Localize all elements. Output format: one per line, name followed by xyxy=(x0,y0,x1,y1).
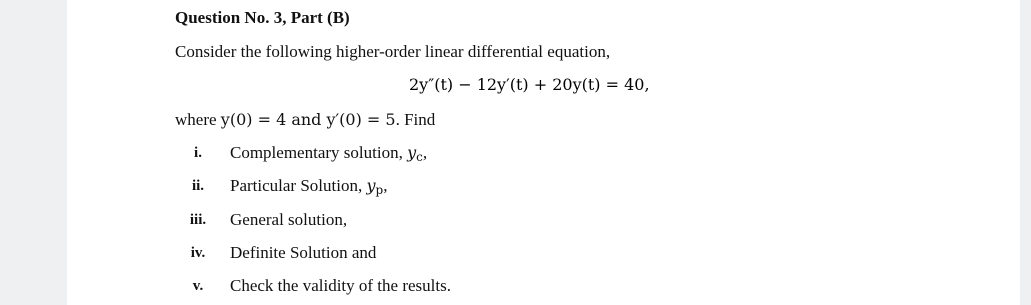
item-text xyxy=(230,176,387,197)
item-marker: iv. xyxy=(190,245,206,261)
item-text: Definite Solution and xyxy=(230,243,377,262)
question-intro: Consider the following higher-order linear differential equation, xyxy=(175,42,611,61)
condition-prefix: where xyxy=(175,110,221,129)
item-tail: , xyxy=(422,143,428,162)
condition-math: y(0) = 4 and y′(0) = 5 xyxy=(220,110,396,129)
item-label: Complementary solution, xyxy=(230,143,408,162)
list-item-validity xyxy=(67,276,1020,302)
document-page xyxy=(67,0,1020,305)
question-heading: Question No. 3, Part (B) xyxy=(175,8,350,27)
item-tail: , xyxy=(383,176,388,195)
differential-equation: 2y″(t) − 12y′(t) + 20y(t) = 40, xyxy=(409,75,650,94)
item-marker: iii. xyxy=(189,212,207,228)
item-text: General solution, xyxy=(230,210,348,229)
list-item-definite xyxy=(67,243,1020,269)
initial-conditions xyxy=(175,110,435,130)
item-marker: v. xyxy=(192,278,204,294)
condition-suffix: . Find xyxy=(395,110,436,129)
item-marker: i. xyxy=(194,145,202,161)
item-label: Particular Solution, xyxy=(230,176,367,195)
list-item-complementary xyxy=(67,143,1020,169)
list-item-general xyxy=(67,210,1020,236)
list-item-particular xyxy=(67,176,1020,202)
item-symbol: $y_p$ xyxy=(366,176,384,197)
item-text xyxy=(230,143,427,164)
item-text: Check the validity of the results. xyxy=(230,276,451,295)
item-marker: ii. xyxy=(191,178,205,194)
item-symbol: $y_c$ xyxy=(407,143,423,164)
